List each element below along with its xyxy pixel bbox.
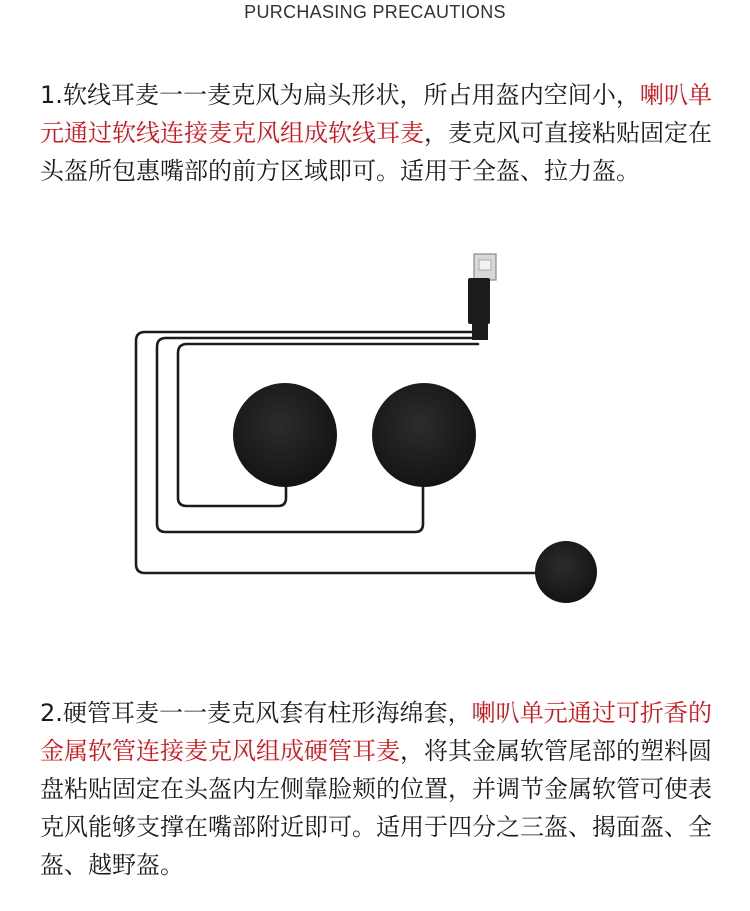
right-speaker-pad — [372, 383, 476, 487]
section2-highlight: 喇叭单元通过可折香的金属软管连接麦克风组成硬管耳麦 — [40, 699, 713, 765]
section1-text-after: ，麦克风可直接粘贴固定在头盔所包惠嘴部的前方区域即可。适用于全盔、拉力盔。 — [40, 119, 712, 185]
microphone-pad — [535, 541, 597, 603]
section2-text-before: 2.硬管耳麦一一麦克风套有柱形海绵套， — [40, 699, 472, 727]
soft-wire-headset-illustration — [0, 240, 750, 620]
usb-connector — [468, 254, 496, 340]
page-header: PURCHASING PRECAUTIONS — [244, 2, 506, 22]
left-speaker-pad — [233, 383, 337, 487]
soft-wire-headset-description — [40, 76, 712, 190]
section1-highlight: 喇叭单元通过软线连接麦克风组成软线耳麦 — [40, 81, 713, 147]
section2-text-after: ，将其金属软管尾部的塑料圆盘粘贴固定在头盔内左侧靠脸颊的位置，并调节金属软管可使表克风能够支撑在嘴部附近即可。适用于四分之三盔、揭面盔、全盔、越野盔。 — [40, 737, 712, 879]
headset-cable — [136, 332, 538, 573]
section1-text-before: 1.软线耳麦一一麦克风为扁头形状，所占用盔内空间小， — [40, 81, 640, 109]
hard-tube-headset-description — [40, 694, 712, 884]
